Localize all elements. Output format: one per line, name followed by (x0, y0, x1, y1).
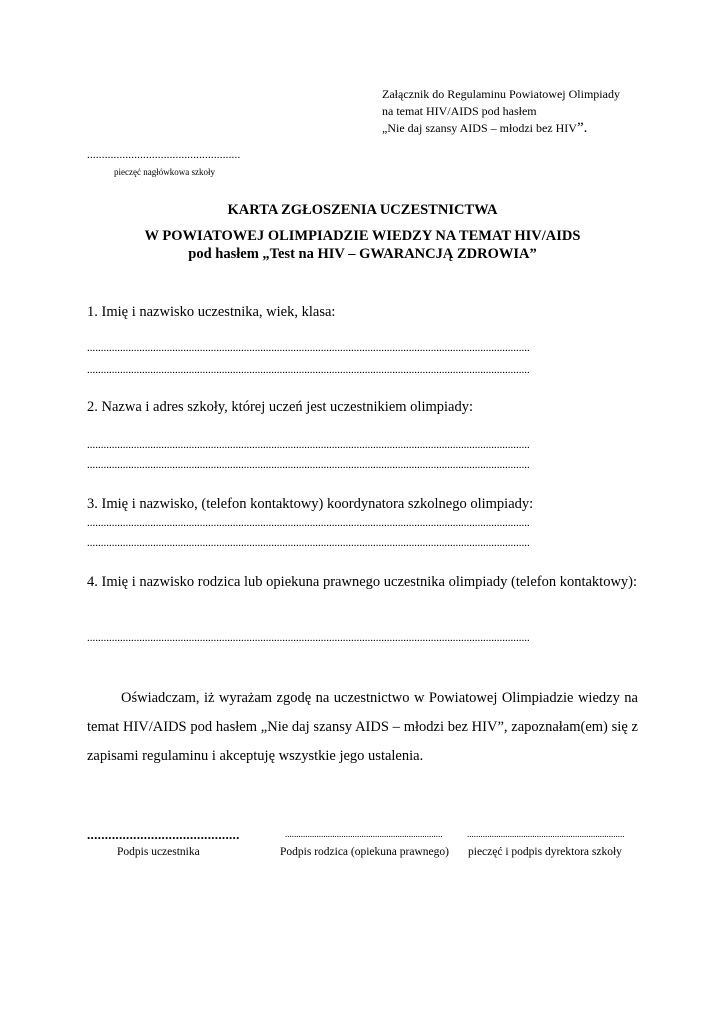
annex-line-3 (382, 120, 587, 137)
participant-signature-label: Podpis uczestnika (117, 846, 200, 858)
answer-line-3a: ................................................................................................................................................................. (87, 517, 530, 529)
answer-line-1a: ................................................................................................................................................................. (87, 342, 530, 354)
question-2: 2. Nazwa i adres szkoły, której uczeń jest uczestnikiem olimpiady: (87, 399, 474, 415)
school-stamp-field: .................................................... (87, 149, 241, 161)
question-3: 3. Imię i nazwisko, (telefon kontaktowy) koordynatora szkolnego olimpiady: (87, 496, 534, 512)
parent-signature-field: ...................................................................... (285, 829, 443, 839)
form-title-line-3: pod hasłem „Test na HIV – GWARANCJĄ ZDROWIA” (188, 246, 537, 262)
consent-declaration-text: Oświadczam, iż wyrażam zgodę na uczestnictwo w Powiatowej Olimpiadzie wiedzy na temat HIV/AIDS pod hasłem „Nie daj szansy AIDS – młodzi bez HIV”, zapoznałam(em) się z zapisami regulaminu i akceptuję wszystkie jego ustalenia. (87, 690, 638, 764)
school-stamp-label: pieczęć nagłówkowa szkoły (114, 167, 215, 177)
question-1: 1. Imię i nazwisko uczestnika, wiek, klasa: (87, 304, 336, 320)
answer-line-2b: ................................................................................................................................................................. (87, 459, 530, 471)
form-title-line-1: KARTA ZGŁOSZENIA UCZESTNICTWA (227, 202, 498, 218)
answer-line-3b: ................................................................................................................................................................. (87, 537, 530, 549)
annex-line-3-end: ”. (576, 120, 588, 136)
question-4: 4. Imię i nazwisko rodzica lub opiekuna prawnego uczestnika olimpiady (telefon kontaktowy): (87, 574, 638, 590)
form-title-line-2: W POWIATOWEJ OLIMPIADZIE WIEDZY NA TEMAT HIV/AIDS (144, 228, 581, 244)
director-signature-field: ...................................................................... (467, 829, 625, 839)
answer-line-4: ................................................................................................................................................................. (87, 632, 530, 644)
answer-line-1b: ................................................................................................................................................................. (87, 364, 530, 376)
annex-line-3-text: „Nie daj szansy AIDS – młodzi bez HIV (382, 121, 577, 135)
parent-signature-label: Podpis rodzica (opiekuna prawnego) (280, 846, 449, 858)
director-signature-label: pieczęć i podpis dyrektora szkoły (468, 846, 622, 858)
participant-signature-field: ........................................... (87, 827, 240, 842)
annex-line-2: na temat HIV/AIDS pod hasłem (382, 104, 537, 118)
annex-line-1: Załącznik do Regulaminu Powiatowej Olimpiady (382, 87, 620, 101)
consent-declaration (87, 684, 638, 771)
answer-line-2a: ................................................................................................................................................................. (87, 439, 530, 451)
